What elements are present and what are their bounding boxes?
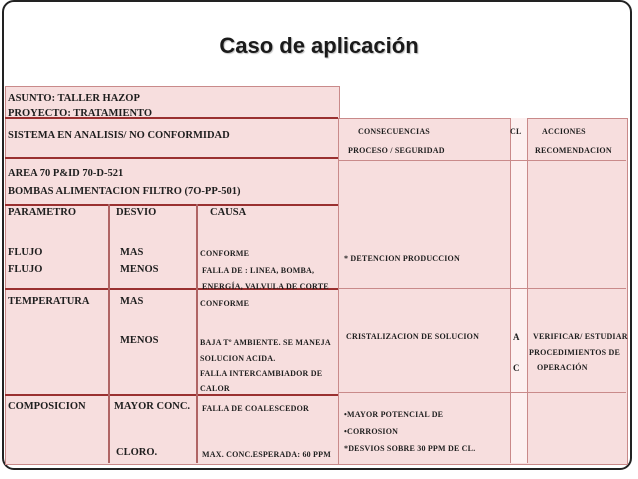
consequence-comp-line1: •MAYOR POTENCIAL DE — [344, 410, 444, 419]
sistema-label: SISTEMA EN ANALISIS/ NO CONFORMIDAD — [8, 130, 230, 141]
asunto-label: ASUNTO: TALLER HAZOP — [8, 93, 140, 104]
temp2-causa-line4: CALOR — [200, 384, 230, 393]
consequence-comp-line2: •CORROSION — [344, 427, 399, 436]
action-line3: OPERACIÓN — [537, 363, 588, 372]
flujo1-causa: CONFORME — [200, 249, 250, 258]
action-line2: PROCEDIMIENTOS DE — [529, 348, 621, 357]
temp1-desvio: MAS — [120, 296, 144, 307]
comp1-parametro: COMPOSICION — [8, 401, 86, 412]
header-causa: CAUSA — [210, 207, 247, 218]
comp1-causa: FALLA DE COALESCEDOR — [202, 404, 309, 413]
cl-value-c: C — [513, 363, 520, 373]
temp2-desvio: MENOS — [120, 335, 159, 346]
rule-right-header — [338, 160, 626, 161]
consequence-flujo: * DETENCION PRODUCCION — [344, 254, 460, 263]
bombas-label: BOMBAS ALIMENTACION FILTRO (7O-PP-501) — [8, 186, 241, 197]
header-cl: CL — [510, 127, 522, 136]
cl-value-a: A — [513, 332, 520, 342]
consequence-comp-line3: *DESVIOS SOBRE 30 PPM DE CL. — [344, 444, 476, 453]
header-proceso-seguridad: PROCESO / SEGURIDAD — [348, 146, 445, 155]
temp2-causa-line2: SOLUCION ACIDA. — [200, 354, 276, 363]
temp1-parametro: TEMPERATURA — [8, 296, 90, 307]
flujo2-desvio: MENOS — [120, 264, 159, 275]
col-sep-desvio — [108, 204, 110, 463]
flujo1-parametro: FLUJO — [8, 247, 43, 258]
header-acciones: ACCIONES — [542, 127, 586, 136]
consequence-temp: CRISTALIZACION DE SOLUCION — [346, 332, 480, 341]
rule-composicion — [5, 394, 338, 396]
flujo2-causa-line1: FALLA DE : LINEA, BOMBA, — [202, 266, 315, 275]
flujo2-causa-line2: ENERGÍA, VALVULA DE CORTE — [202, 282, 329, 291]
temp2-causa-line1: BAJA Tº AMBIENTE. SE MANEJA — [200, 338, 331, 347]
flujo1-desvio: MAS — [120, 247, 144, 258]
header-recomendacion: RECOMENDACION — [535, 146, 612, 155]
comp2-causa: MAX. CONC.ESPERADA: 60 PPM — [202, 450, 331, 459]
rule-right-comp — [338, 392, 626, 393]
header-desvio: DESVIO — [116, 207, 157, 218]
temp2-causa-line3: FALLA INTERCAMBIADOR DE — [200, 369, 323, 378]
cl-column — [510, 118, 528, 463]
rule-sistema — [5, 157, 338, 159]
header-consecuencias: CONSECUENCIAS — [358, 127, 430, 136]
comp1-desvio: MAYOR CONC. — [114, 401, 191, 412]
col-sep-causa — [196, 204, 198, 463]
header-parametro: PARAMETRO — [8, 207, 77, 218]
action-line1: VERIFICAR/ ESTUDIAR — [533, 332, 628, 341]
flujo2-parametro: FLUJO — [8, 264, 43, 275]
rule-right-temp — [338, 288, 626, 289]
area-label: AREA 70 P&ID 70-D-521 — [8, 168, 124, 179]
proyecto-label: PROYECTO: TRATAMIENTO — [8, 108, 153, 119]
rule-bombas — [5, 204, 338, 206]
temp1-causa: CONFORME — [200, 299, 250, 308]
slide-title: Caso de aplicación — [219, 33, 419, 58]
comp2-desvio: CLORO. — [116, 447, 158, 458]
